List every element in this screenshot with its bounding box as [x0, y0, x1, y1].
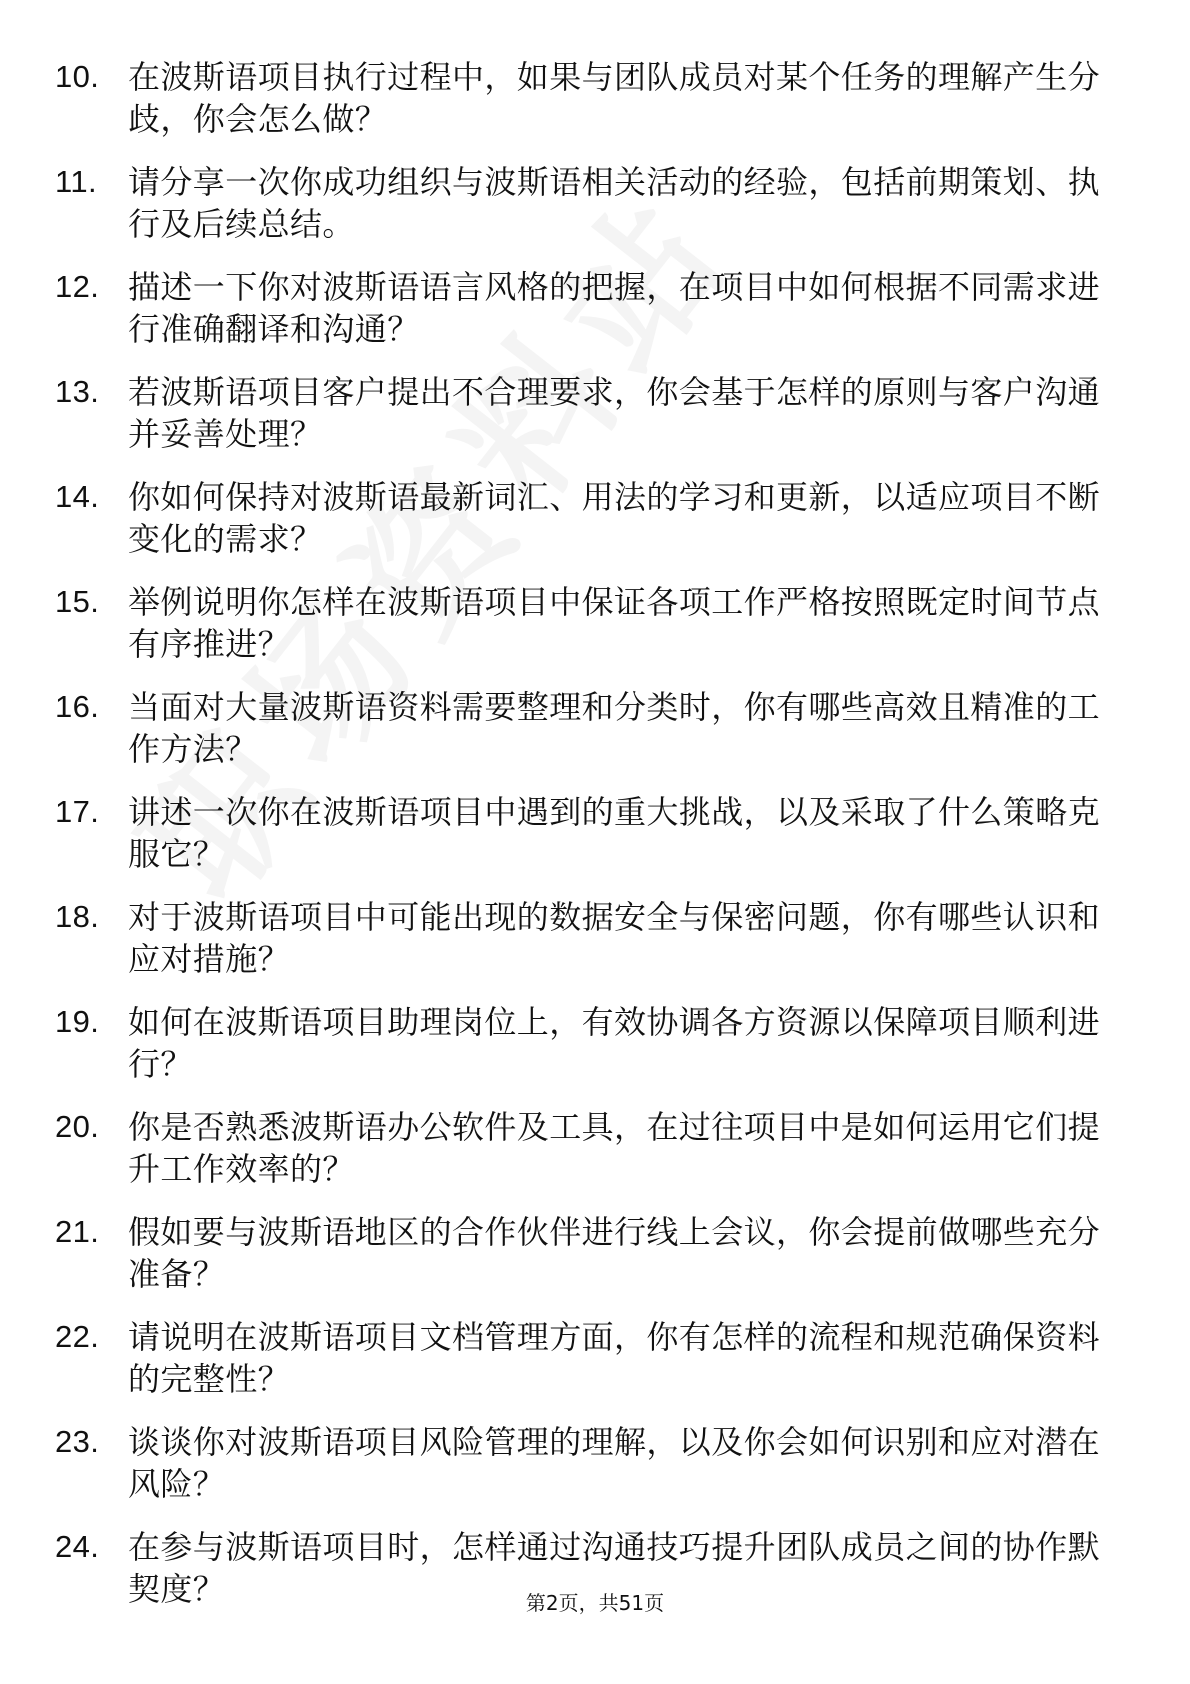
question-number: 14.	[55, 479, 100, 514]
question-item	[55, 1421, 1135, 1526]
question-item	[55, 1316, 1135, 1421]
question-number: 12.	[55, 269, 100, 304]
question-item	[55, 266, 1135, 371]
question-text: 如何在波斯语项目助理岗位上，有效协调各方资源以保障项目顺利进行？	[128, 1003, 1101, 1083]
question-number: 17.	[55, 794, 100, 829]
question-item	[55, 1211, 1135, 1316]
question-text: 你如何保持对波斯语最新词汇、用法的学习和更新，以适应项目不断变化的需求？	[128, 478, 1101, 558]
question-item	[55, 686, 1135, 791]
question-number: 24.	[55, 1529, 100, 1564]
question-text: 若波斯语项目客户提出不合理要求，你会基于怎样的原则与客户沟通并妥善处理？	[128, 373, 1101, 453]
question-number: 13.	[55, 374, 100, 409]
question-text: 讲述一次你在波斯语项目中遇到的重大挑战，以及采取了什么策略克服它？	[128, 793, 1101, 873]
question-number: 11.	[55, 164, 97, 199]
question-text: 对于波斯语项目中可能出现的数据安全与保密问题，你有哪些认识和应对措施？	[128, 898, 1101, 978]
question-number: 10.	[55, 59, 100, 94]
question-item	[55, 896, 1135, 1001]
question-text: 在波斯语项目执行过程中，如果与团队成员对某个任务的理解产生分歧，你会怎么做？	[128, 58, 1101, 138]
question-number: 20.	[55, 1109, 100, 1144]
question-item	[55, 371, 1135, 476]
question-item	[55, 161, 1135, 266]
question-text: 举例说明你怎样在波斯语项目中保证各项工作严格按照既定时间节点有序推进？	[128, 583, 1101, 663]
question-text: 假如要与波斯语地区的合作伙伴进行线上会议，你会提前做哪些充分准备？	[128, 1213, 1101, 1293]
question-item	[55, 791, 1135, 896]
question-text: 谈谈你对波斯语项目风险管理的理解，以及你会如何识别和应对潜在风险？	[128, 1423, 1101, 1503]
question-number: 23.	[55, 1424, 100, 1459]
question-number: 21.	[55, 1214, 100, 1249]
question-number: 15.	[55, 584, 100, 619]
question-text: 当面对大量波斯语资料需要整理和分类时，你有哪些高效且精准的工作方法？	[128, 688, 1101, 768]
question-text: 在参与波斯语项目时，怎样通过沟通技巧提升团队成员之间的协作默契度？	[128, 1528, 1101, 1608]
question-text: 请说明在波斯语项目文档管理方面，你有怎样的流程和规范确保资料的完整性？	[128, 1318, 1101, 1398]
question-item	[55, 581, 1135, 686]
question-text: 请分享一次你成功组织与波斯语相关活动的经验，包括前期策划、执行及后续总结。	[128, 163, 1101, 243]
question-list	[55, 56, 1135, 1631]
question-item	[55, 56, 1135, 161]
question-text: 你是否熟悉波斯语办公软件及工具，在过往项目中是如何运用它们提升工作效率的？	[128, 1108, 1101, 1188]
question-item	[55, 1001, 1135, 1106]
question-number: 18.	[55, 899, 100, 934]
question-number: 19.	[55, 1004, 100, 1039]
question-item	[55, 1106, 1135, 1211]
question-item	[55, 476, 1135, 581]
question-number: 16.	[55, 689, 100, 724]
question-number: 22.	[55, 1319, 100, 1354]
page-indicator: 第2页，共51页	[525, 1591, 665, 1615]
question-text: 描述一下你对波斯语语言风格的把握，在项目中如何根据不同需求进行准确翻译和沟通？	[128, 268, 1101, 348]
